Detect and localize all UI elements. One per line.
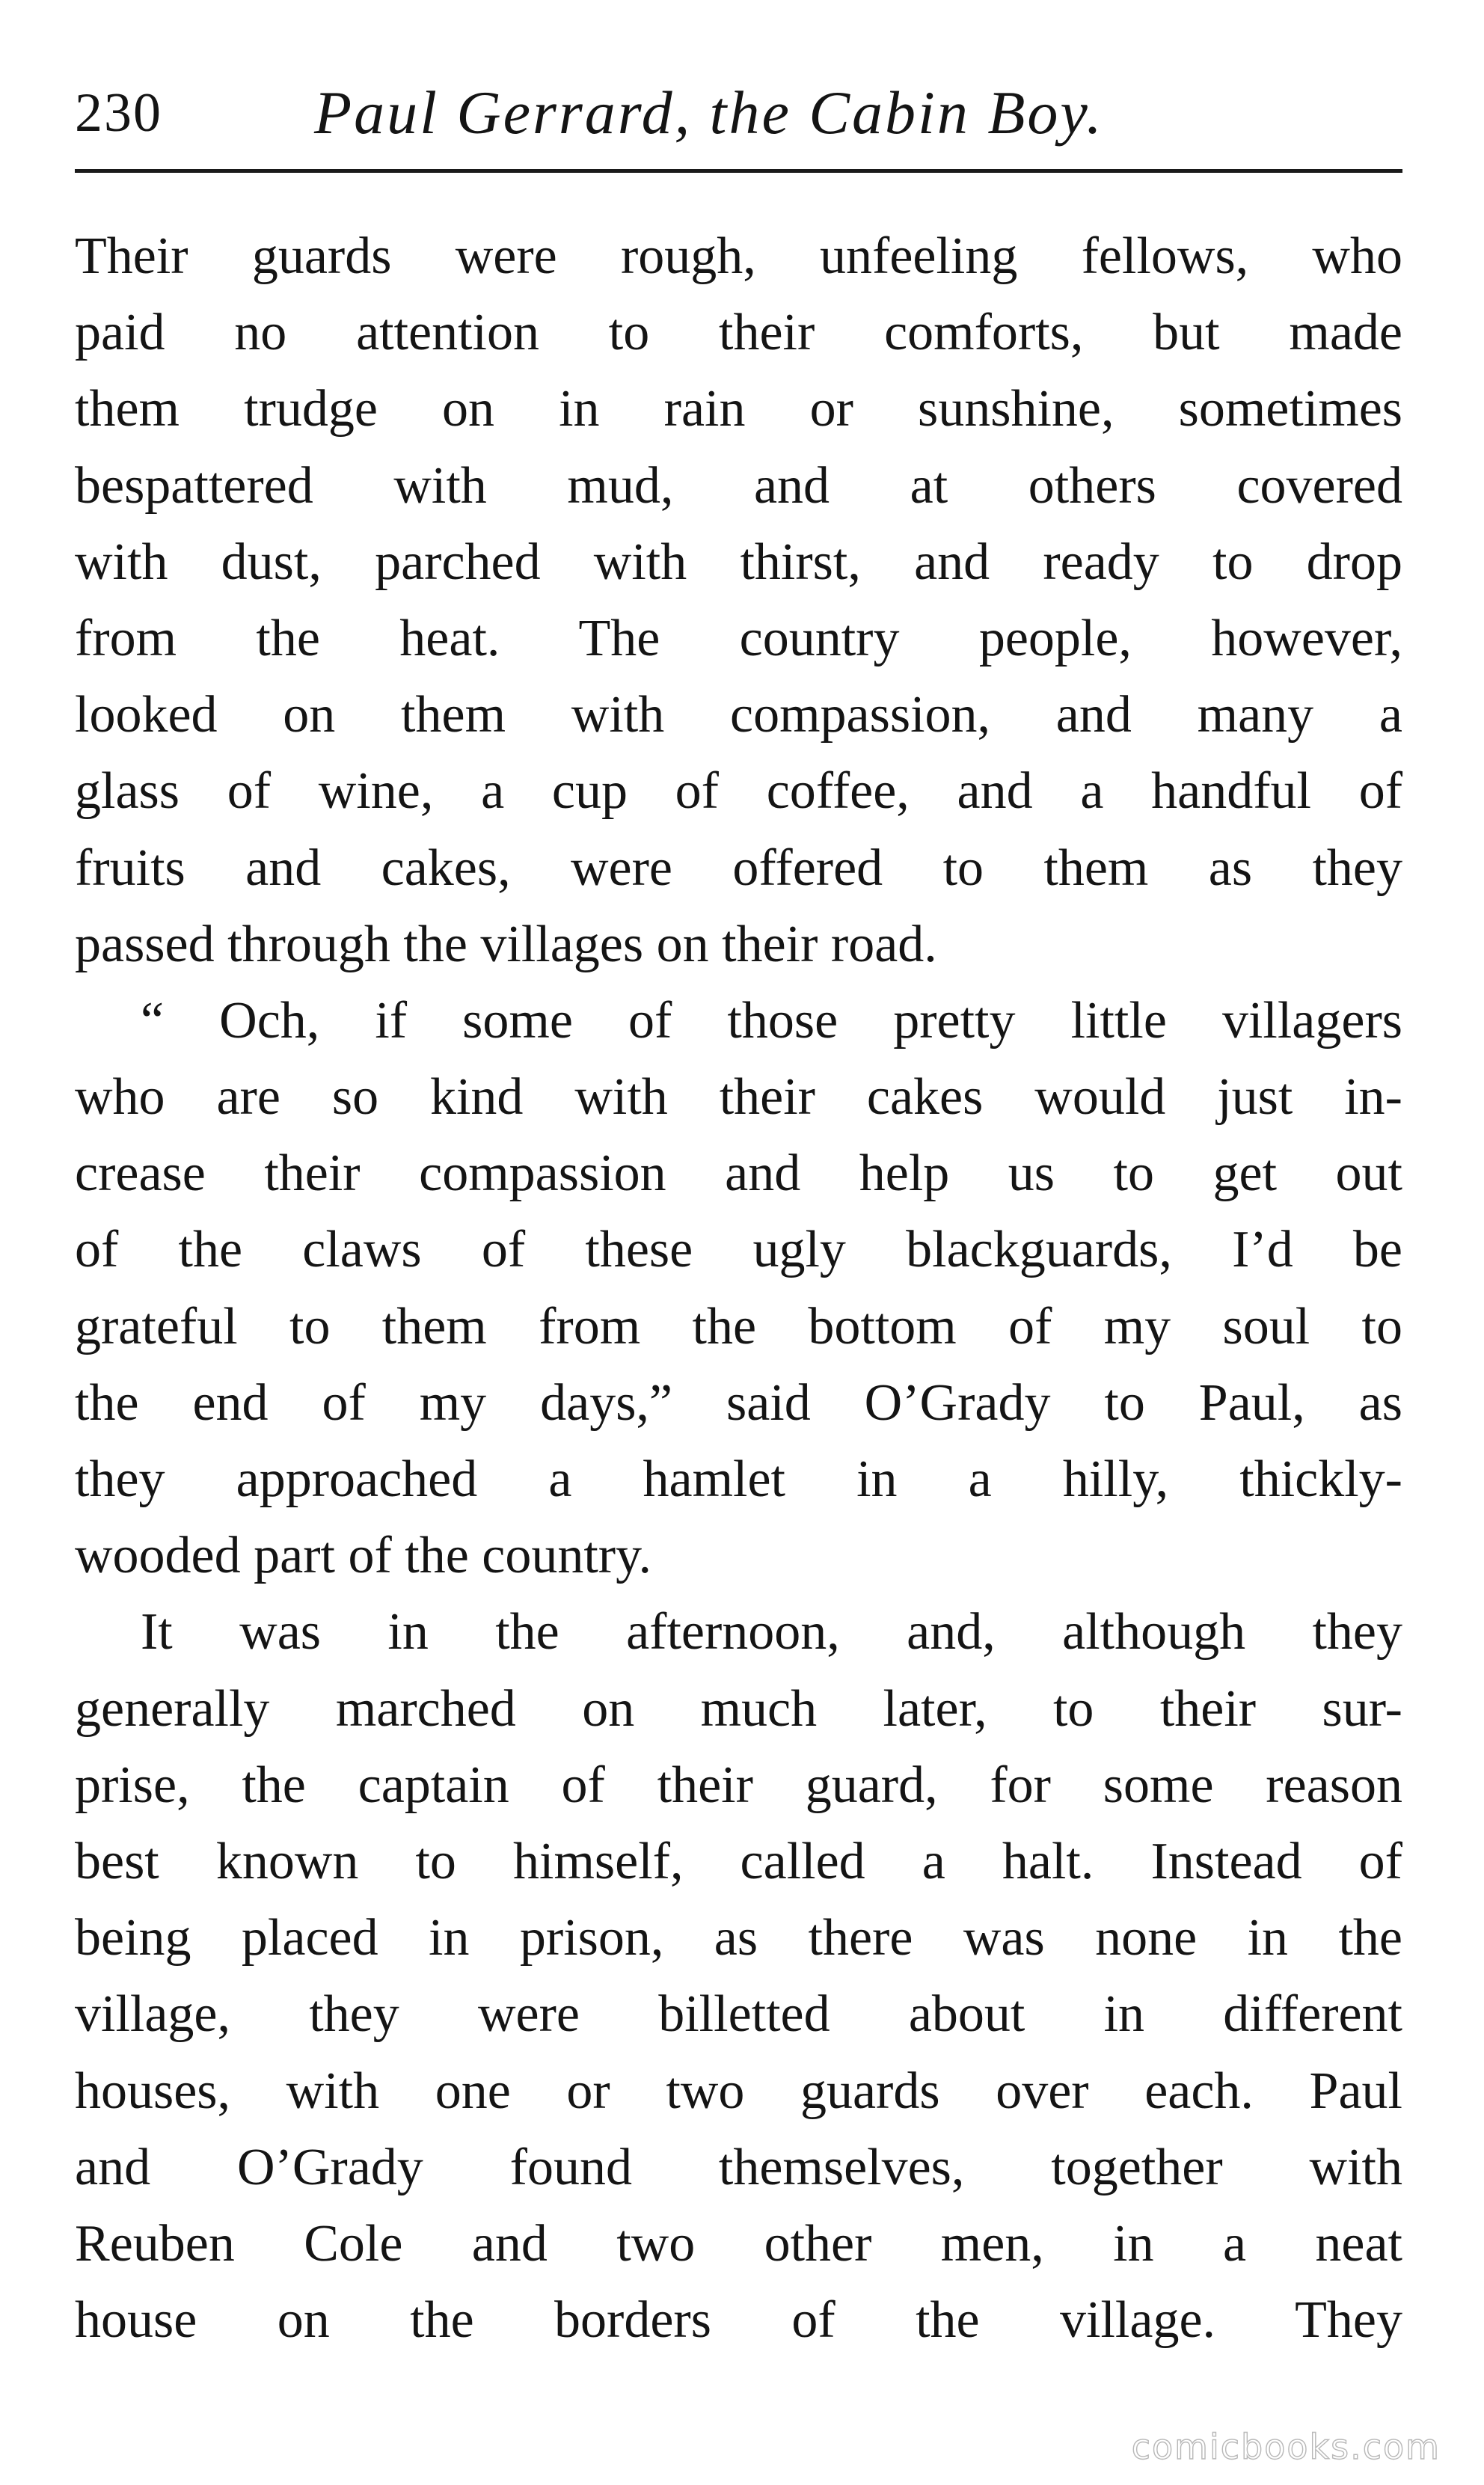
- text-line: from the heat. The country people, however,: [75, 609, 1402, 667]
- page-number: 230: [75, 82, 162, 144]
- text-line: house on the borders of the village. They: [75, 2291, 1402, 2350]
- running-head: [75, 72, 1406, 154]
- paragraph-1: [75, 218, 1402, 983]
- text-line: the end of my days,” said O’Grady to Paul, as: [75, 1373, 1402, 1432]
- text-line: best known to himself, called a halt. Instead of: [75, 1832, 1402, 1890]
- header-rule: [75, 169, 1402, 173]
- text-line: crease their compassion and help us to get out: [75, 1145, 1402, 1203]
- text-line: being placed in prison, as there was none in the: [75, 1909, 1402, 1967]
- text-line: with dust, parched with thirst, and ready to drop: [75, 533, 1402, 591]
- text-line: wooded part of the country.: [75, 1527, 652, 1585]
- paragraph-3: [75, 1594, 1402, 2359]
- watermark: comicbooks.com: [1131, 2427, 1441, 2467]
- text-line: who are so kind with their cakes would just in-: [75, 1068, 1402, 1127]
- text-line: paid no attention to their comforts, but made: [75, 304, 1402, 362]
- text-line: houses, with one or two guards over each. Paul: [75, 2062, 1402, 2120]
- text-line: grateful to them from the bottom of my soul to: [75, 1297, 1402, 1355]
- text-line: they approached a hamlet in a hilly, thickly-: [75, 1450, 1402, 1508]
- text-line: glass of wine, a cup of coffee, and a handful of: [75, 762, 1402, 821]
- body-text: [75, 218, 1402, 2359]
- text-line: of the claws of these ugly blackguards, I’d be: [75, 1221, 1402, 1279]
- text-line: looked on them with compassion, and many a: [75, 686, 1402, 744]
- text-line: generally marched on much later, to their sur-: [75, 1679, 1402, 1738]
- text-line: village, they were billetted about in different: [75, 1985, 1402, 2044]
- text-line: and O’Grady found themselves, together with: [75, 2138, 1402, 2196]
- text-line: prise, the captain of their guard, for some reason: [75, 1756, 1402, 1814]
- text-line: fruits and cakes, were offered to them as they: [75, 839, 1402, 897]
- text-line: Reuben Cole and two other men, in a neat: [75, 2214, 1402, 2273]
- text-line: bespattered with mud, and at others covered: [75, 456, 1402, 515]
- running-title: Paul Gerrard, the Cabin Boy.: [314, 79, 1104, 147]
- text-line: passed through the villages on their road.: [75, 915, 937, 973]
- text-line: them trudge on in rain or sunshine, sometimes: [75, 380, 1402, 438]
- text-line: “ Och, if some of those pretty little villagers: [141, 991, 1402, 1050]
- paragraph-2: [75, 983, 1402, 1595]
- text-line: It was in the afternoon, and, although they: [141, 1603, 1402, 1661]
- text-line: Their guards were rough, unfeeling fellows, who: [75, 227, 1402, 285]
